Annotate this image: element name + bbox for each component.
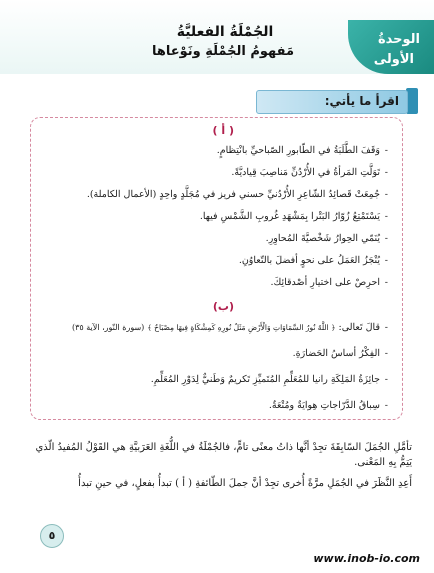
followup-paragraph: أَعِدِ النَّظَرَ في الجُمَلِ مرَّةً أُخرى تجِدْ أنَّ جملَ الطّائفةِ ( أ ) تبدأُ بفعلٍ، في حينِ تبدأُ — [78, 478, 412, 489]
example-line-b1: - الفِكْرُ أساسُ الحَضارَةِ. — [50, 348, 380, 360]
example-line-b3: - سِباقُ الدَّرّاجاتِ هِوايَةٌ ومُتْعَةٌ. — [50, 400, 380, 412]
quran-verse: ﴿ اللَّهُ نُورُ السَّمَاوَاتِ وَالْأَرْضِ مَثَلُ نُورِهِ كَمِشْكَاةٍ فِيهَا مِصْبَاحٌ ﴾ — [147, 323, 336, 332]
example-line-a2: - تَوَلَّتِ المَرأةُ في الأُرْدُنِّ مَناصِبَ قِياديَّةً. — [50, 167, 380, 179]
lesson-title: الجُمْلَةُ الفعليَّةُ — [176, 24, 274, 40]
example-line-b2: - جائِزَةُ المَلِكَةِ رانيا للمُعَلِّمِ المُتَميِّزِ تَكريمٌ وَطَنيٌّ لِدَوْرِ المُعَلِّمِ. — [50, 374, 380, 386]
example-line-a1: - وَقَفَ الطَّلَبَةُ في الطّابورِ الصّباحيِّ بانْتِظامٍ. — [50, 145, 380, 157]
example-line-a4: - يَسْتَمْتِعُ زُوّارُ البَتْرا بِمَشْهَدِ غُروبِ الشَّمْسِ فيها. — [50, 211, 380, 223]
unit-number: الأولى — [373, 52, 414, 67]
part-a-label: ( أ ) — [212, 124, 234, 137]
example-line-a3: - جُمِعَتْ قَصائِدُ الشّاعِرِ الأُرْدُنيِّ حسني فريز في مُجَلَّدٍ واحِدٍ (الأعمال الكاملة). — [50, 189, 380, 201]
explanation-paragraph: تأمَّلِ الجُمَلَ السّابِقَةَ تجِدْ أنَّها ذاتُ معنًى تامٍّ، فالجُمْلَةُ في اللُّغَةِ العَرَبيَّةِ هي القَوْلُ المُفيدُ الّذي يَتِمُّ بِهِ المَعْنى. — [35, 442, 412, 468]
quran-line — [50, 322, 380, 334]
example-line-a7: - احرِصْ على اختيارِ أصْدقائِكَ. — [50, 277, 380, 289]
example-line-a5: - يُنَمّي الحِوارُ شَخْصيَّةَ المُحاوِرِ. — [50, 233, 380, 245]
section-bar-label: اقرأ ما يأتي: — [324, 94, 399, 108]
quran-reference: (سورة النّور، الآية ٣٥) — [71, 323, 145, 332]
quran-intro: قالَ تَعالى: — [338, 322, 380, 333]
example-line-a6: - يُنْجَزُ العَمَلُ على نحوٍ أفضلَ بالتّعاوُنِ. — [50, 255, 380, 267]
page-number: ٥ — [40, 524, 64, 548]
part-b-label: (ب) — [212, 300, 234, 313]
watermark: www.inob-io.com — [313, 552, 420, 565]
section-bar — [256, 90, 408, 114]
unit-label: الوحدةُ — [377, 32, 420, 47]
lesson-subtitle: مَفهومُ الجُمْلَةِ ونَوْعاها — [151, 44, 295, 59]
